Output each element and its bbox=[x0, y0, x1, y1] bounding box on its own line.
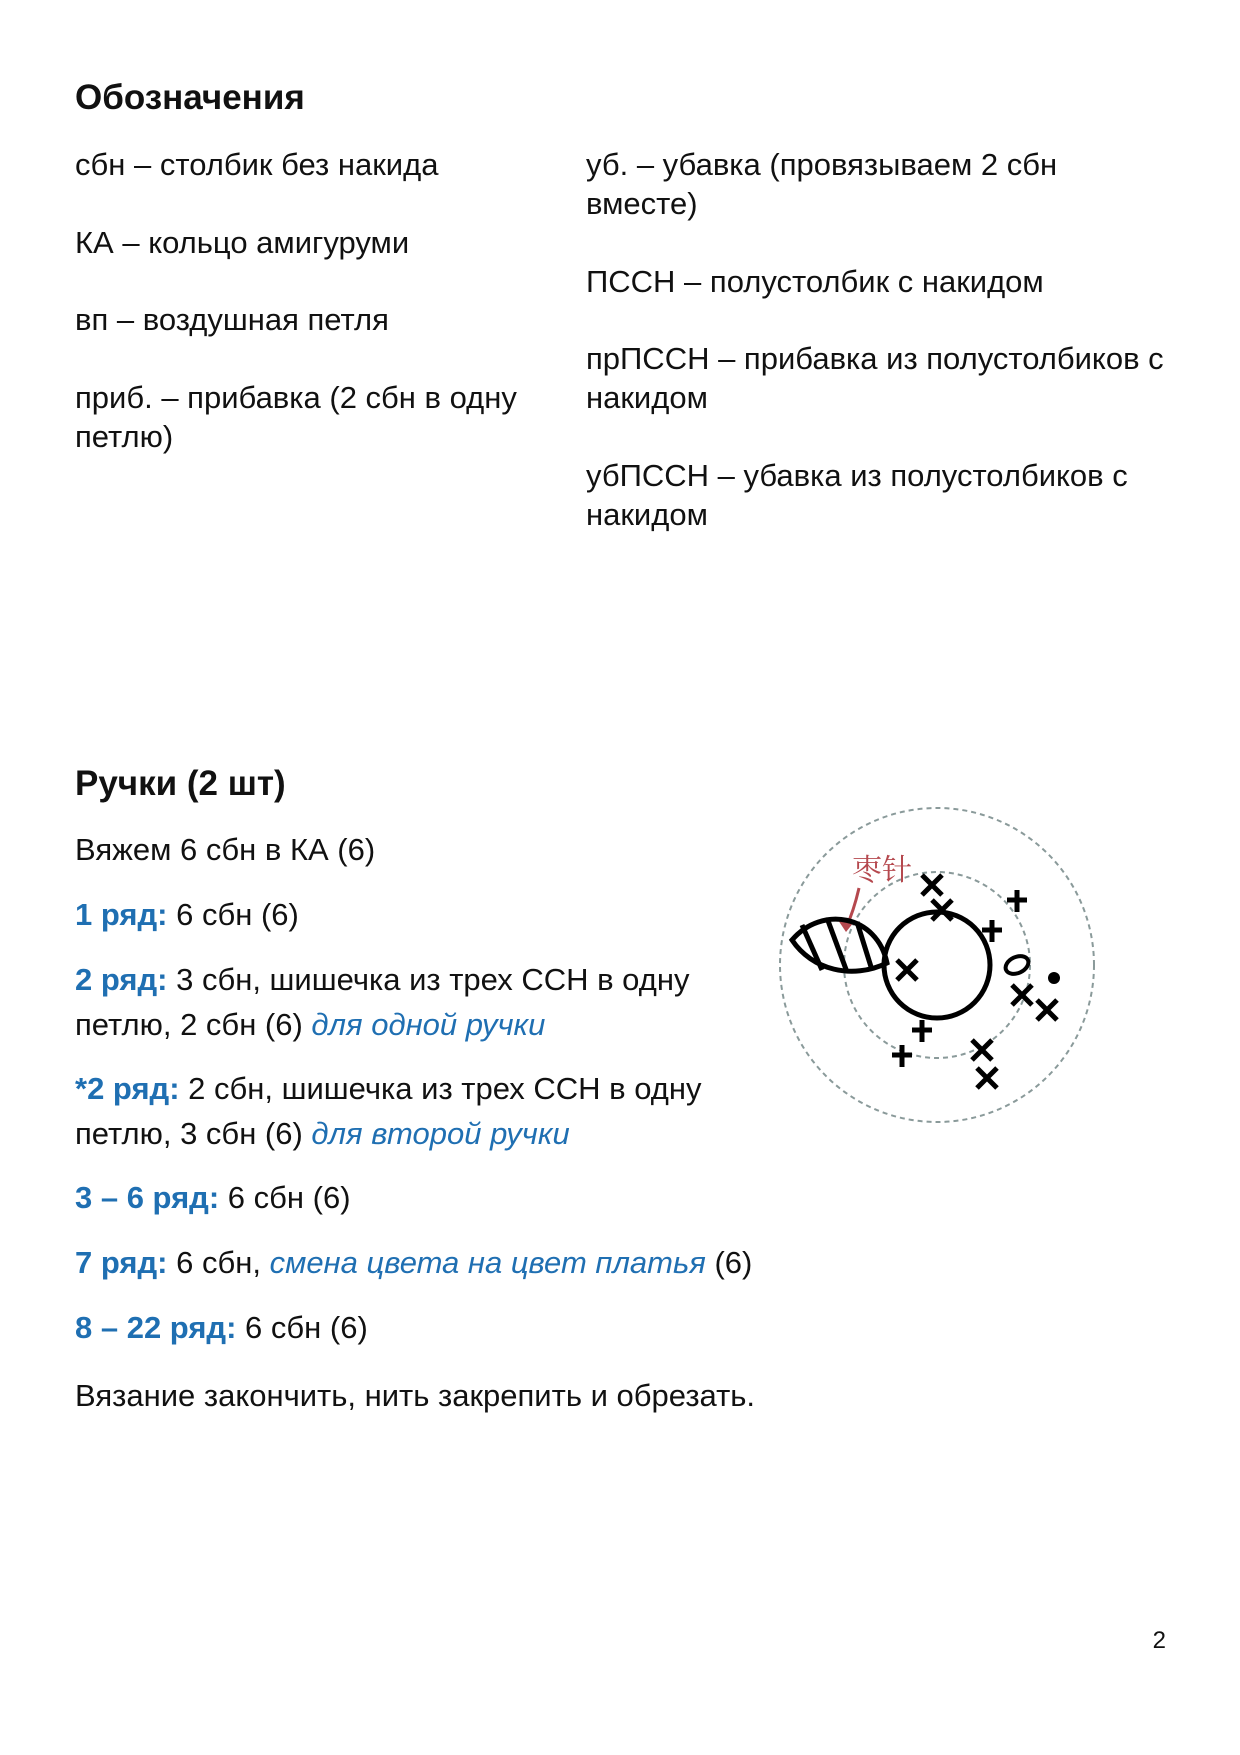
slip-stitch-dot bbox=[1048, 972, 1060, 984]
row-label: *2 ряд: bbox=[75, 1071, 180, 1106]
row-label: 8 – 22 ряд: bbox=[75, 1310, 237, 1345]
row-text: 6 сбн, bbox=[167, 1245, 270, 1280]
intro-line: Вяжем 6 сбн в КА (6) bbox=[75, 832, 376, 867]
row-label: 3 – 6 ряд: bbox=[75, 1180, 220, 1215]
row-line bbox=[75, 892, 765, 937]
legend-item: приб. – прибавка (2 сбн в одну петлю) bbox=[75, 380, 517, 454]
row-note: для второй ручки bbox=[311, 1116, 570, 1151]
row-line bbox=[75, 1240, 765, 1285]
row-text: 2 сбн, шишечка из трех ССН в одну петлю, 3 сбн (6) bbox=[75, 1071, 702, 1151]
legend-item: ПССН – полустолбик с накидом bbox=[586, 264, 1044, 299]
row-note: смена цвета на цвет платья bbox=[269, 1245, 706, 1280]
row-label: 1 ряд: bbox=[75, 897, 168, 932]
row-text: 6 сбн (6) bbox=[236, 1310, 368, 1345]
legend-item: сбн – столбик без накида bbox=[75, 147, 439, 182]
row-text: 6 сбн (6) bbox=[167, 897, 299, 932]
row-line bbox=[75, 1305, 765, 1350]
row-note: для одной ручки bbox=[311, 1007, 546, 1042]
row-line bbox=[75, 957, 765, 1047]
legend-item: уб. – убавка (провязываем 2 сбн вместе) bbox=[586, 147, 1058, 221]
row-label: 7 ряд: bbox=[75, 1245, 168, 1280]
row-label: 2 ряд: bbox=[75, 962, 168, 997]
legend-item: КА – кольцо амигуруми bbox=[75, 225, 410, 260]
legend-item: убПССН – убавка из полустолбиков с накидом bbox=[586, 458, 1128, 532]
outro-line: Вязание закончить, нить закрепить и обрезать. bbox=[75, 1378, 756, 1413]
row-line bbox=[75, 1066, 765, 1156]
row-line bbox=[75, 1175, 765, 1220]
row-tail: (6) bbox=[705, 1245, 753, 1280]
handles-title: Ручки (2 шт) bbox=[75, 764, 286, 803]
page-number: 2 bbox=[1152, 1627, 1166, 1654]
crochet-chart-diagram bbox=[772, 800, 1102, 1130]
legend-item: прПССН – прибавка из полустолбиков с накидом bbox=[586, 341, 1164, 415]
row-text: 3 сбн, шишечка из трех ССН в одну петлю, 2 сбн (6) bbox=[75, 962, 690, 1042]
legend-item: вп – воздушная петля bbox=[75, 302, 389, 337]
legend-title: Обозначения bbox=[75, 78, 305, 117]
bobble-stitch-label: 枣针 bbox=[852, 853, 912, 888]
row-text: 6 сбн (6) bbox=[219, 1180, 351, 1215]
bobble-stitch-symbol bbox=[792, 918, 887, 972]
